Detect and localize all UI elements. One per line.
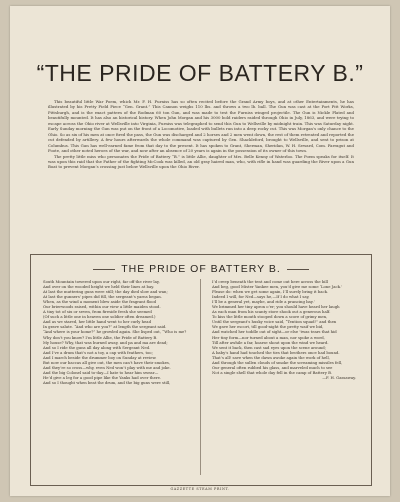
poem-line: I’d creep beneath the tent and come out here across the hill — [212, 279, 328, 284]
poem-title: THE PRIDE OF BATTERY B. — [121, 263, 281, 275]
poem-line: South Mountain towered upon our right, far off the river lay, — [43, 279, 160, 284]
poem-line: I’ll be a general yet, maybe, and ride a prancing bay.’ — [212, 299, 315, 305]
poem-line: (Of such a little one in heaven one soldier often dreamed.) — [43, 314, 156, 320]
poem-line: And so I ride the guns all day along with Sergeant Ned. — [43, 344, 151, 350]
poem-line: And through the sullen clouds of smoke the screaming missiles fell, — [212, 359, 343, 365]
poem-title-row — [31, 263, 371, 275]
poem-column-left — [43, 279, 191, 385]
poem-line: Until the sergeant’s husky voice said, “Tention squad!” and then — [212, 319, 337, 325]
poem-line: As each man from his scanty store shook out a generous half. — [212, 309, 331, 315]
document-sheet — [10, 6, 390, 496]
page-title: “THE PRIDE OF BATTERY B.” — [36, 60, 364, 86]
poem-line: Please do: when we get some again, I’ll surely bring it back. — [212, 289, 329, 295]
poem-line: Why don’t you know? I’m little Allie, the Pride of Battery B. — [43, 334, 158, 340]
poem-line: At last the muttering guns were still; the day died slow and wan; — [43, 289, 168, 295]
poem-signature: —F. H. Gassaway. — [322, 374, 356, 380]
poem-line: He’d give a leg for a good pipe like the Yanks had over there. — [43, 374, 162, 380]
poem-line: Not a single shell that whole day fell in the camp of Battery B. — [212, 369, 333, 375]
printer-footer: GAZZETTE STEAM PRINT. — [170, 487, 230, 491]
poem-line: To kiss the little mouth stooped down a score of grimy men, — [212, 314, 328, 320]
poem-line: That’s all! save when the dawn awoke again the work of hell, — [212, 354, 330, 360]
poem-line: And beg, good Mister Yankee men, you’d give me some ‘Lone Jack.’ — [212, 284, 343, 290]
poem-line: In grave salute. “And who are you?” at length the sergeant said. — [43, 324, 167, 330]
ornament-rule — [287, 269, 309, 270]
poem-line: Our general often rubbed his glass, and marveled much to see — [212, 364, 333, 370]
poem-line: And they’re so cross—why, even Ned won’t play with me and joke. — [43, 364, 171, 370]
poem-line: Her tiny form—nor turned about a man, nor spoke a word, — [212, 334, 325, 340]
intro-paragraph: This beautiful little War Poem, which Mr. F. H. Furniss has so often recited before the Grand Army boys, and at other Entertainments, he has illustrated by his Pretty Field Piece “Gen. Grant.” This Cannon weighs 110 lbs. and throws a two lb. ball. The Gun was cast at the Fort Pitt Works, Pittsburgh, and is the exact pattern of the Rodman 60 ton Gun, and was made to test the Furniss winged projectile. The Gun is Nickle Plated and beautifully mounted. It has also an historical history. When John Morgan and his 3000 bold raiders raided through Ohio in July, 1863, and were trying to escape across the Ohio river at Wellsville into Virginia, Furniss was telegraphed to send this Gun to Wellsville by midnight train. This was Saturday night. Early Sunday morning the Gun was put on the front of a Locomotive, loaded with bullets run into a deep rocky cut. This was Morgan’s only chance to the Ohio. So as six of his men at once fired the pass, the Gun was discharged and 2 horses and 2 men went down, the rest of them retreated and reported the cut defended by artillery. A few hours afterwards the whole command was captured by Gen. Shackleford, brought to Wellsville, and sent to prison at Columbus. This Gun has well-earned fame from that day to the present. It has spoken to Grant, Sherman, Sheridan, W. H. Seward, Com. Farragut and Foote, and other noted heroes of the war, and now after an absence of 20 years is again in the possession of its owner of this town. — [48, 99, 354, 154]
ornament-rule — [93, 269, 115, 270]
poem-frame — [30, 254, 372, 486]
poem-line: A baby’s hand had touched the ties that brothers once had bound. — [212, 349, 340, 355]
poem-line: We sent it back, then cast sad eyes upon the scene around; — [212, 344, 326, 350]
poem-line: Our brierwoods raised, within our view a little maiden stood. — [43, 304, 161, 310]
poem-line: And I march beside the drummer boy on Sunday at review. — [43, 354, 157, 360]
poem-line: But now our baccas all give out, the men can’t have their smokes, — [43, 359, 171, 365]
poem-line: Indeed I will, for Ned—says he,—If I do what I say, — [212, 294, 310, 300]
poem-line: Till after awhile a far, hoarse shout upon the wind we heard. — [212, 339, 329, 345]
poem-line: And the big Colonel said to-day—I hate to hear him swear— — [43, 369, 159, 375]
poem-line: And I’ve a drum that’s not a toy, a cap with feathers, too; — [43, 349, 153, 355]
poem-line: And watched her toddle out of sight—or else ’twas tears that hid — [212, 329, 337, 335]
poem-line: We gave her escort, till good-night the pretty waif we bid, — [212, 324, 324, 330]
poem-line: “And where is your home?” he growled again. She lisped out, “Who is me? — [43, 329, 187, 335]
intro-text — [48, 99, 354, 170]
poem-line: At last the gunners’ pipes did fill, the sergeant’s yarns began. — [43, 294, 162, 300]
poem-line: A tiny tot of six or seven, from fireside fresh she seemed — [43, 309, 152, 315]
poem-line: When, as the wind a moment blew aside the fragrant flood — [43, 299, 157, 305]
poem-line: And so I thought when beat the drum, and the big guns were still, — [43, 379, 171, 385]
column-divider — [200, 279, 201, 475]
poem-column-right — [212, 279, 360, 380]
poem-line: My house? Why, that was burned away, and pa and ma are dead; — [43, 339, 168, 345]
poem-line: And over on the wooded height we held their lines at bay. — [43, 284, 155, 290]
poem-line: We brimmed her tiny apron o’er; you should have heard her laugh — [212, 304, 340, 310]
poem-line: And as we stared, her little hand went to her curly head — [43, 319, 151, 325]
intro-paragraph: The pretty little miss who personates the Pride of Battery “B.” is little Allie, daughter of Mrs. Belle Kenny of Waterloo. The Poem speaks for itself. It was upon this raid that the Father of the fighting McCook was killed, an old gray haired man, who, with rifle in hand was guarding the River upon a Gun Boat to prevent Morgan’s crossing just below Wellsville upon the Ohio River. — [48, 153, 354, 170]
